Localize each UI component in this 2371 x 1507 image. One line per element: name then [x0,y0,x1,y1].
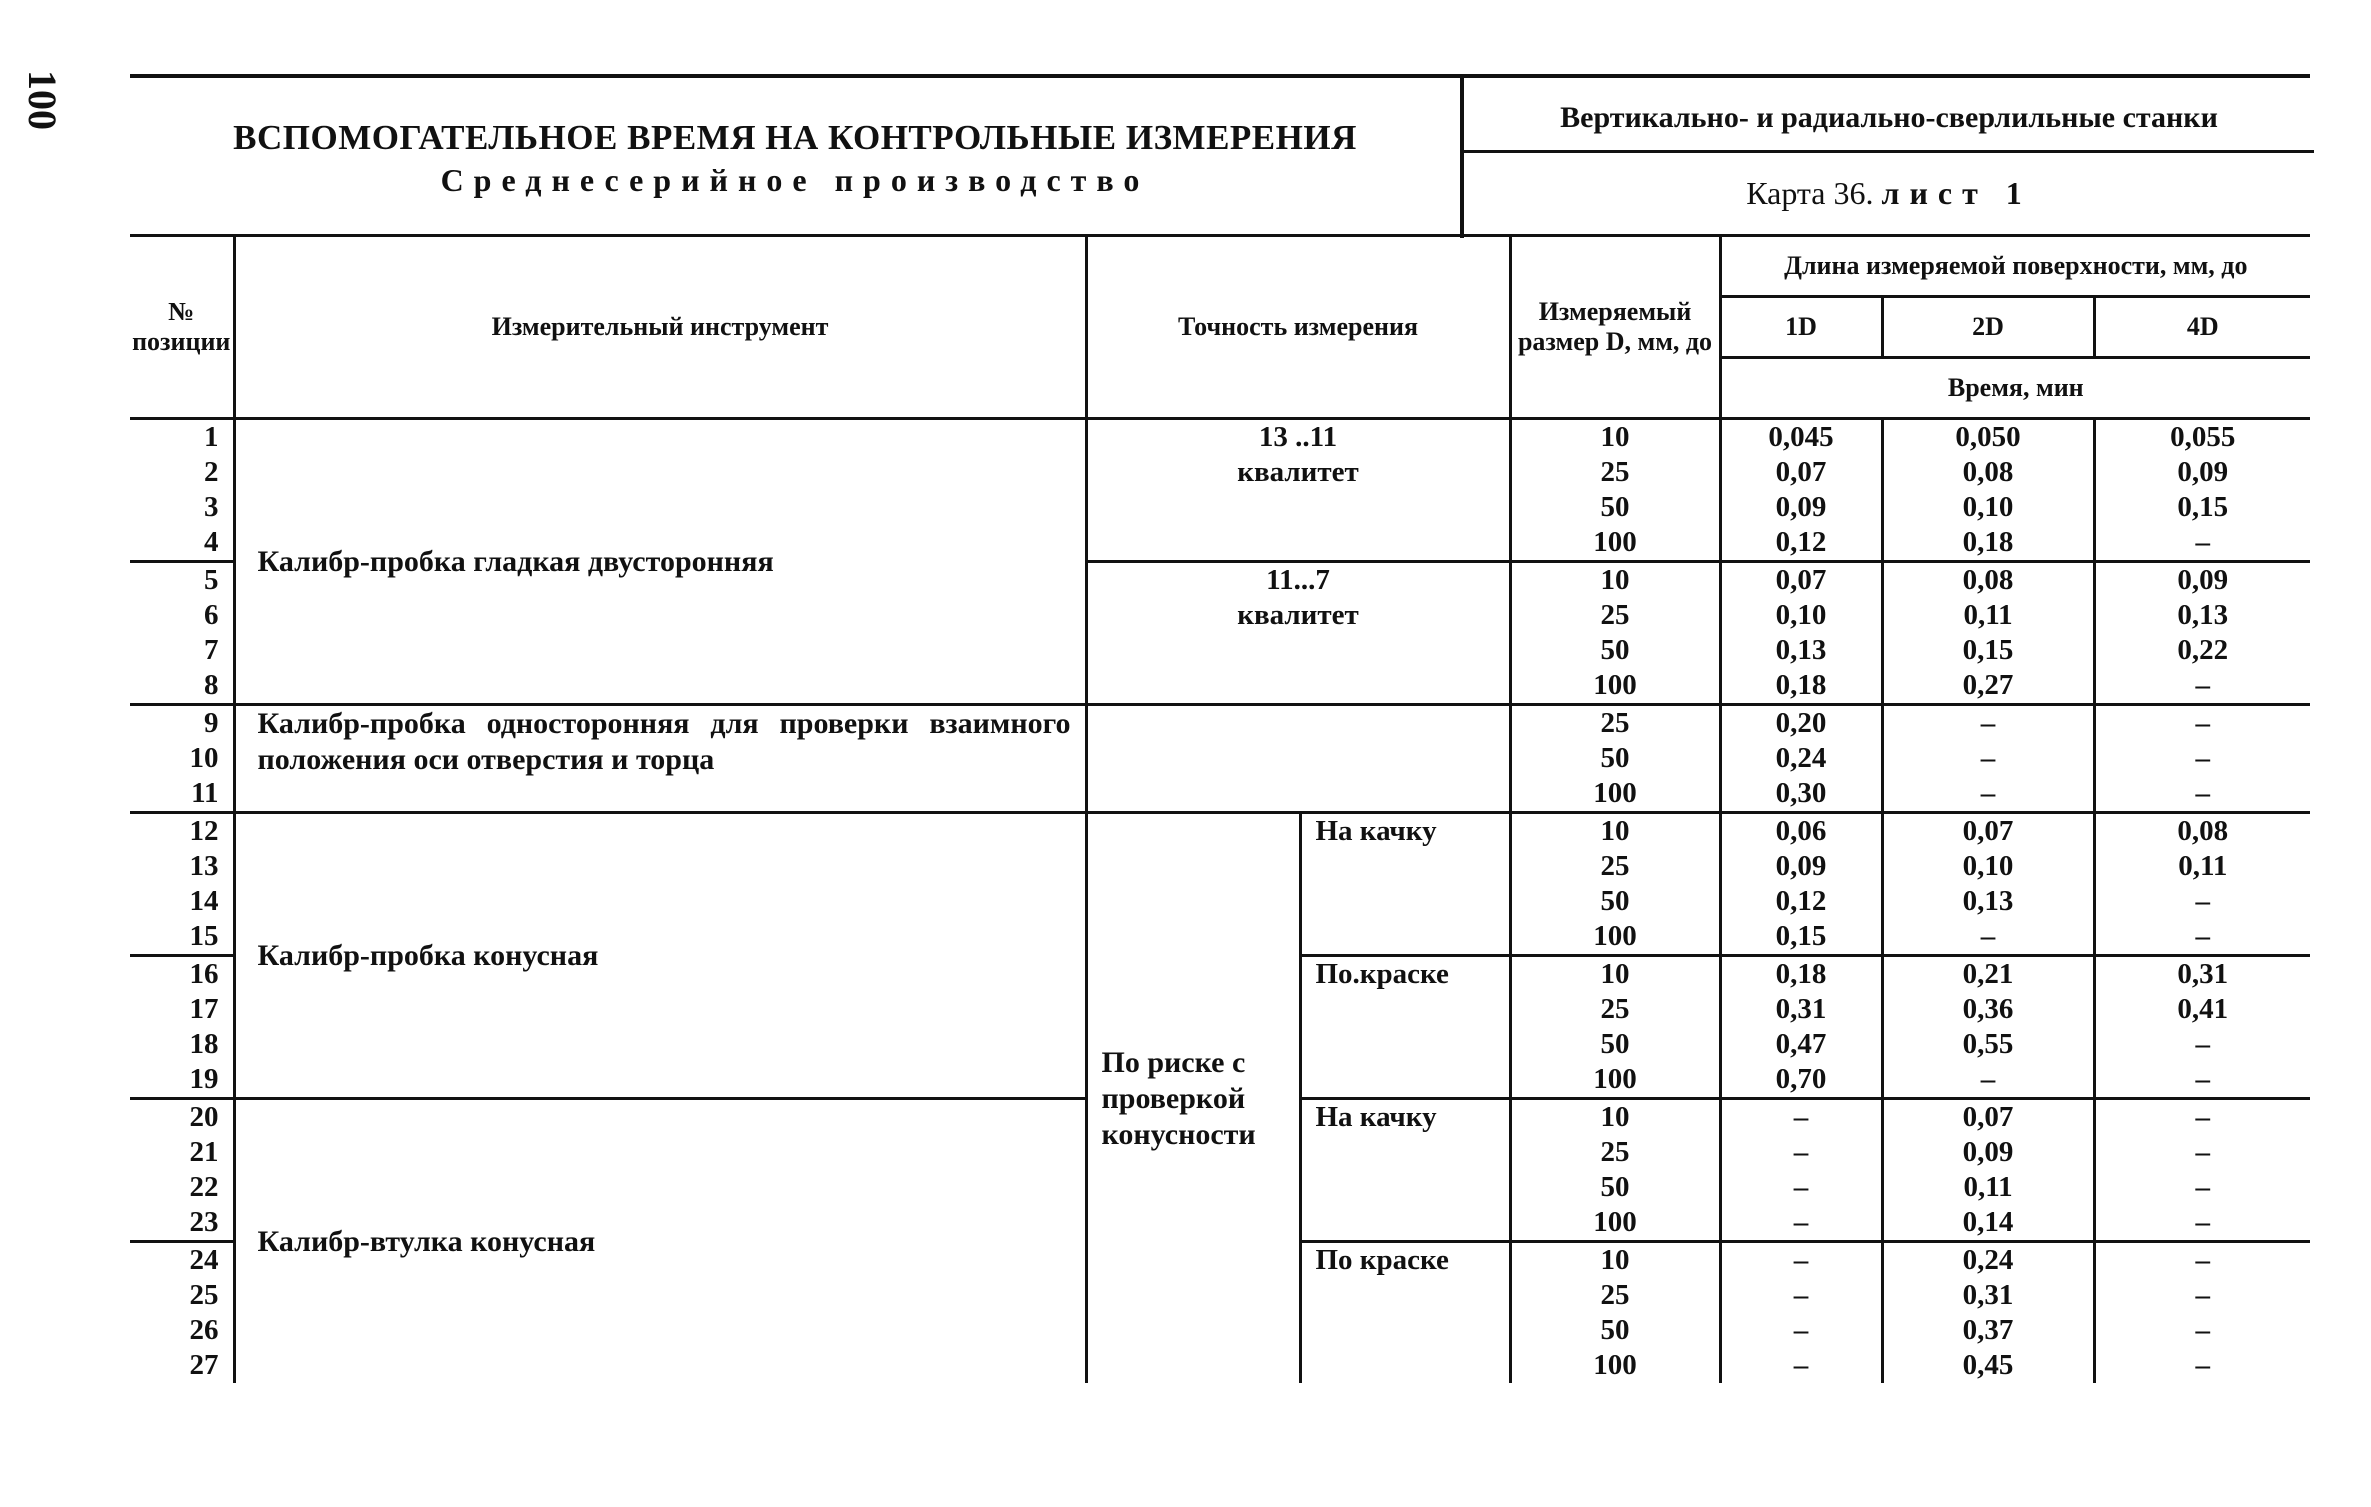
time-4d: 0,08 [2094,813,2310,850]
page-subtitle: Среднесерийное производство [440,162,1150,198]
time-1d: 0,07 [1720,562,1882,599]
time-1d: 0,31 [1720,992,1882,1027]
instrument-name: Калибр-пробка гладкая двусторонняя [234,419,1086,705]
time-4d: – [2094,1348,2310,1383]
col-instrument: Измерительный инструмент [234,236,1086,419]
time-1d: – [1720,1313,1882,1348]
time-norms-table [130,234,2310,1383]
time-2d: 0,27 [1882,668,2094,705]
row-number: 1 [204,421,219,453]
precision-value [1086,562,1510,705]
time-1d: – [1720,1170,1882,1205]
time-4d: – [2094,884,2310,919]
time-2d: – [1882,776,2094,813]
time-4d: 0,15 [2094,490,2310,525]
time-1d: 0,09 [1720,490,1882,525]
row-number: 26 [189,1314,219,1346]
row-number: 15 [130,919,234,956]
time-4d: 0,09 [2094,455,2310,490]
time-1d: 0,07 [1720,455,1882,490]
size-value: 10 [1510,1242,1720,1279]
size-value: 100 [1510,1062,1720,1099]
size-value: 50 [1510,1313,1720,1348]
time-4d: – [2094,1278,2310,1313]
size-value: 25 [1510,598,1720,633]
time-4d: – [2094,1170,2310,1205]
time-1d: – [1720,1205,1882,1242]
row-number: 6 [204,599,219,631]
time-2d: 0,14 [1882,1205,2094,1242]
size-value: 50 [1510,633,1720,668]
precision-empty [1086,705,1510,813]
row-number: 23 [130,1205,234,1242]
time-4d: – [2094,705,2310,742]
header-title-block [130,78,1460,238]
time-4d: – [2094,776,2310,813]
row-number: 19 [130,1062,234,1099]
row-number: 14 [189,885,219,917]
col-time: Время, мин [1720,358,2310,419]
method-sub: На качку [1300,1099,1510,1242]
time-2d: 0,08 [1882,562,2094,599]
time-4d: – [2094,525,2310,562]
col-position: № позиции [130,236,234,419]
page-title: ВСПОМОГАТЕЛЬНОЕ ВРЕМЯ НА КОНТРОЛЬНЫЕ ИЗМЕРЕНИЯ [233,118,1357,157]
time-4d: 0,13 [2094,598,2310,633]
size-value: 50 [1510,1027,1720,1062]
time-4d: 0,31 [2094,956,2310,993]
time-2d: 0,15 [1882,633,2094,668]
time-4d: – [2094,668,2310,705]
size-value: 25 [1510,705,1720,742]
size-value: 10 [1510,956,1720,993]
table-row [130,419,2310,456]
col-length-4d: 4D [2094,297,2310,358]
time-2d: 0,18 [1882,525,2094,562]
time-4d: 0,41 [2094,992,2310,1027]
time-4d: – [2094,1135,2310,1170]
time-2d: 0,45 [1882,1348,2094,1383]
size-value: 100 [1510,776,1720,813]
time-4d: – [2094,1313,2310,1348]
time-1d: 0,10 [1720,598,1882,633]
row-number: 22 [189,1171,219,1203]
time-4d: – [2094,1099,2310,1136]
time-2d: – [1882,919,2094,956]
row-number: 8 [204,669,219,701]
time-1d: 0,12 [1720,884,1882,919]
time-1d: 0,70 [1720,1062,1882,1099]
row-number: 27 [189,1349,219,1381]
col-size: Измеряемый размер D, мм, до [1510,236,1720,419]
time-1d: 0,30 [1720,776,1882,813]
row-number: 12 [189,815,219,847]
time-1d: 0,47 [1720,1027,1882,1062]
time-1d: 0,18 [1720,668,1882,705]
row-number: 16 [189,958,219,990]
time-4d: 0,11 [2094,849,2310,884]
time-2d: 0,07 [1882,1099,2094,1136]
time-4d: 0,055 [2094,419,2310,456]
row-number: 3 [204,491,219,523]
time-2d: – [1882,741,2094,776]
table-row [130,705,2310,742]
row-number: 13 [189,850,219,882]
size-value: 100 [1510,1205,1720,1242]
time-4d: – [2094,919,2310,956]
time-2d: 0,050 [1882,419,2094,456]
size-value: 25 [1510,849,1720,884]
card-number [1464,153,2314,233]
row-number: 25 [189,1279,219,1311]
row-number: 4 [204,526,219,558]
row-number: 17 [189,993,219,1025]
col-precision: Точность измерения [1086,236,1510,419]
method-risk: По риске с проверкой конусности [1086,813,1300,1384]
time-2d: 0,13 [1882,884,2094,919]
row-number: 5 [204,564,219,596]
size-value: 25 [1510,455,1720,490]
time-1d: – [1720,1278,1882,1313]
size-value: 100 [1510,525,1720,562]
time-2d: 0,11 [1882,1170,2094,1205]
time-2d: 0,11 [1882,598,2094,633]
time-4d: 0,09 [2094,562,2310,599]
row-number: 11 [191,777,219,809]
time-4d: – [2094,1062,2310,1099]
size-value: 10 [1510,562,1720,599]
time-2d: 0,10 [1882,490,2094,525]
col-length-2d: 2D [1882,297,2094,358]
time-1d: 0,18 [1720,956,1882,993]
size-value: 100 [1510,668,1720,705]
time-2d: 0,37 [1882,1313,2094,1348]
time-1d: – [1720,1348,1882,1383]
col-length-1d: 1D [1720,297,1882,358]
time-4d: – [2094,741,2310,776]
page-number: 100 [20,70,65,130]
row-number: 7 [204,634,219,666]
time-2d: 0,21 [1882,956,2094,993]
time-1d: 0,24 [1720,741,1882,776]
time-2d: 0,08 [1882,455,2094,490]
method-sub: По.краске [1300,956,1510,1099]
row-number: 21 [189,1136,219,1168]
time-4d: – [2094,1205,2310,1242]
size-value: 10 [1510,419,1720,456]
size-value: 50 [1510,741,1720,776]
size-value: 50 [1510,1170,1720,1205]
instrument-name: Калибр-пробка односторонняя для проверки взаимного положения оси отверстия и торца [234,705,1086,813]
card-label: Карта 36. [1746,175,1874,211]
size-value: 25 [1510,1135,1720,1170]
row-number: 10 [189,742,219,774]
time-2d: 0,07 [1882,813,2094,850]
time-2d: 0,24 [1882,1242,2094,1279]
time-4d: 0,22 [2094,633,2310,668]
time-1d: 0,15 [1720,919,1882,956]
time-2d: – [1882,705,2094,742]
time-1d: 0,045 [1720,419,1882,456]
size-value: 100 [1510,1348,1720,1383]
time-2d: 0,10 [1882,849,2094,884]
size-value: 50 [1510,490,1720,525]
instrument-name: Калибр-втулка конусная [234,1099,1086,1384]
time-2d: – [1882,1062,2094,1099]
time-1d: – [1720,1099,1882,1136]
size-value: 10 [1510,1099,1720,1136]
row-number: 2 [204,456,219,488]
size-value: 100 [1510,919,1720,956]
row-number: 24 [189,1244,219,1276]
row-number: 20 [189,1101,219,1133]
precision-text: 13 ..11 квалитет [1237,421,1359,488]
precision-text: 11...7 квалитет [1237,564,1359,631]
precision-value [1086,419,1510,562]
time-4d: – [2094,1242,2310,1279]
table-row [130,813,2310,850]
time-1d: 0,13 [1720,633,1882,668]
time-1d: 0,06 [1720,813,1882,850]
time-2d: 0,55 [1882,1027,2094,1062]
size-value: 25 [1510,1278,1720,1313]
size-value: 25 [1510,992,1720,1027]
row-number: 18 [189,1028,219,1060]
time-2d: 0,36 [1882,992,2094,1027]
card-header [130,74,2310,238]
time-1d: 0,20 [1720,705,1882,742]
method-sub: По краске [1300,1242,1510,1384]
time-1d: 0,12 [1720,525,1882,562]
header-info-block [1460,78,2314,238]
col-length: Длина измеряемой поверхности, мм, до [1720,236,2310,297]
time-1d: – [1720,1242,1882,1279]
instrument-name: Калибр-пробка конусная [234,813,1086,1099]
time-4d: – [2094,1027,2310,1062]
time-1d: – [1720,1135,1882,1170]
method-sub: На качку [1300,813,1510,956]
size-value: 10 [1510,813,1720,850]
time-2d: 0,09 [1882,1135,2094,1170]
time-1d: 0,09 [1720,849,1882,884]
size-value: 50 [1510,884,1720,919]
row-number: 9 [204,707,219,739]
sheet-label: лист 1 [1881,175,2032,211]
time-2d: 0,31 [1882,1278,2094,1313]
machine-type: Вертикально- и радиально-сверлильные станки [1464,78,2314,153]
